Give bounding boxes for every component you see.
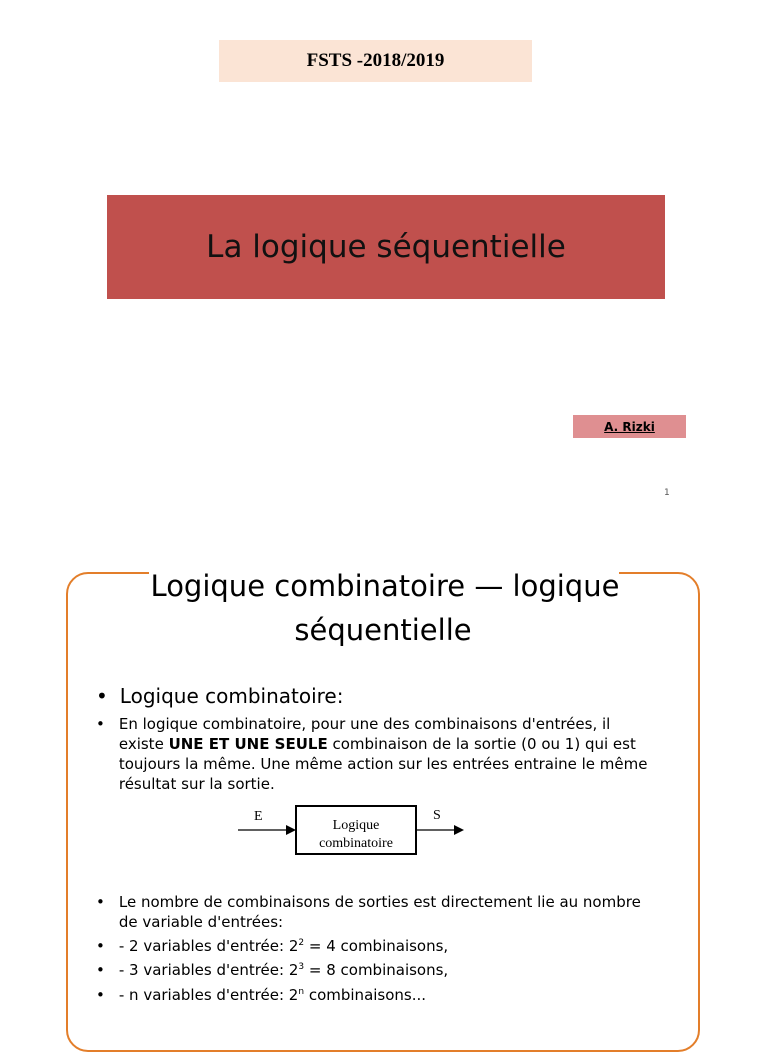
input-arrowhead <box>286 825 296 835</box>
para1-text <box>119 714 656 794</box>
para1-before: En logique combinatoire, pour une des combinaisons d'entrées, il existe <box>118 715 611 753</box>
author-name: A. Rizki <box>573 415 686 438</box>
bullet-icon: • <box>96 937 105 955</box>
page-number: 1 <box>664 488 670 498</box>
slide-2-title-text: Logique combinatoire — logique séquentielle <box>150 569 620 647</box>
bullet-icon: • <box>96 893 105 911</box>
list-item <box>96 960 656 980</box>
para2-text: Le nombre de combinaisons de sorties est directement lie au nombre de variable d'entrées: <box>118 893 641 931</box>
list-item-text: - 3 variables d'entrée: $2^3 = 8$ combinaisons, <box>118 961 449 979</box>
list-item-para1 <box>96 714 656 794</box>
slide-title: La logique séquentielle <box>107 195 665 299</box>
input-label: E <box>254 809 263 824</box>
slide-2-title <box>70 564 698 652</box>
list-item-text: - n variables d'entrée: 2$^n$ combinaisons... <box>118 986 427 1004</box>
output-label: S <box>433 808 441 823</box>
section-heading <box>96 684 343 708</box>
bullet-icon: • <box>96 684 108 708</box>
bullet-icon: • <box>96 986 105 1004</box>
section-heading-text: Logique combinatoire: <box>119 684 344 708</box>
output-arrowhead <box>454 825 464 835</box>
box-line2: combinatoire <box>319 836 393 851</box>
list-item <box>96 985 656 1005</box>
list-item-text: - 2 variables d'entrée: $2^2 = 4$ combinaisons, <box>118 937 449 955</box>
list-item <box>96 936 656 956</box>
bullet-icon: • <box>96 961 105 979</box>
combinational-logic-diagram <box>234 800 474 865</box>
bullet-icon: • <box>96 715 105 733</box>
box-line1: Logique <box>332 818 380 833</box>
para1-bold: UNE ET UNE SEULE <box>168 735 328 753</box>
header-label: FSTS -2018/2019 <box>219 40 532 82</box>
para1-after: combinaison de la sortie (0 ou 1) qui est toujours la même. Une même action sur les entrées entraine le même résultat sur la sortie. <box>118 735 648 793</box>
list-item-para2 <box>96 892 656 932</box>
